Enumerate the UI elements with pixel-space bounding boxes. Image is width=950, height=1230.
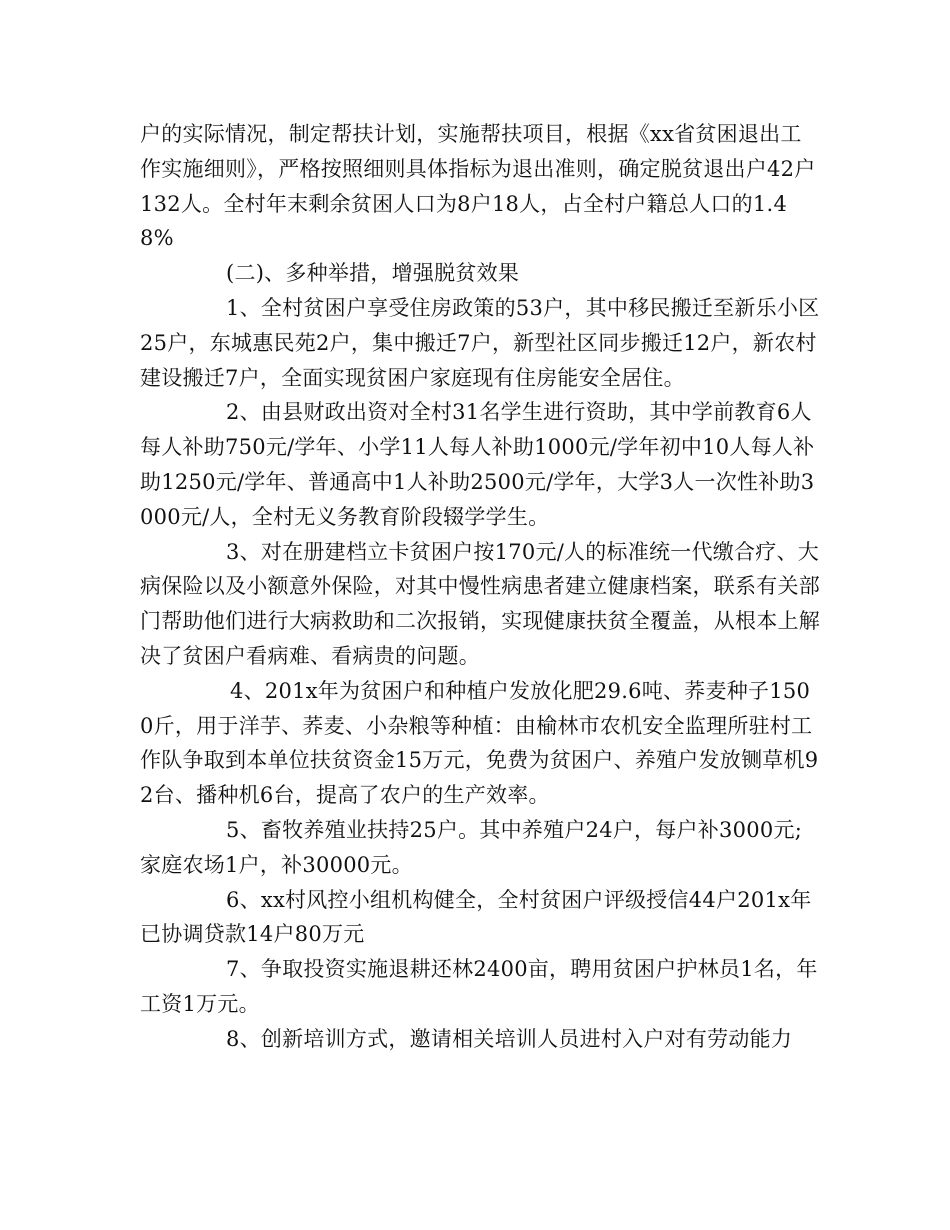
paragraph-item-7: 7、争取投资实施退耕还林2400亩，聘用贫困户护林员1名，年工资1万元。 (140, 957, 818, 1016)
paragraph-item-6: 6、xx村风控小组机构健全，全村贫困户评级授信44户201x年已协调贷款14户80万元 (140, 887, 812, 947)
paragraph-item-3: 3、对在册建档立卡贫困户按170元/人的标准统一代缴合疗、大病保险以及小额意外保险，对其中慢性病患者建立健康档案，联系有关部门帮助他们进行大病救助和二次报销，实现健康扶贫全覆盖，从根本上解决了贫困户看病难、看病贵的问题。 (140, 539, 820, 668)
paragraph-item-2: 2、由县财政出资对全村31名学生进行资助，其中学前教育6人每人补助750元/学年、小学11人每人补助1000元/学年初中10人每人补助1250元/学年、普通高中1人补助2500元/学年，大学3人一次性补助3000元/人，全村无义务教育阶段辍学学生。 (140, 400, 815, 529)
paragraph-item-1: 1、全村贫困户享受住房政策的53户，其中移民搬迁至新乐小区25户，东城惠民苑2户，集中搬迁7户，新型社区同步搬迁12户，新农村建设搬迁7户，全面实现贫困户家庭现有住房能安全居住。 (140, 295, 820, 390)
paragraph-item-8: 8、创新培训方式，邀请相关培训人员进村入户对有劳动能力 (226, 1026, 793, 1051)
paragraph-item-4: 4、201x年为贫困户和种植户发放化肥29.6吨、荞麦种子1500斤，用于洋芋、荞麦、小杂粮等种植：由榆林市农机安全监理所驻村工作队争取到本单位扶贫资金15万元，免费为贫困户、养殖户发放铡草机92台、播种机6台，提高了农户的生产效率。 (140, 678, 819, 808)
paragraph-continuation: 户的实际情况，制定帮扶计划，实施帮扶项目，根据《xx省贫困退出工作实施细则》，严格按照细则具体指标为退出准则，确定脱贫退出户42户132人。全村年末剩余贫困人口为8户18人，占全村户籍总人口的1.48% (140, 122, 816, 251)
document-body (140, 117, 820, 1057)
paragraph-item-5: 5、畜牧养殖业扶持25户。其中养殖户24户，每户补3000元;家庭农场1户，补30000元。 (140, 817, 803, 877)
section-heading: (二)、多种举措，增强脱贫效果 (226, 261, 520, 286)
